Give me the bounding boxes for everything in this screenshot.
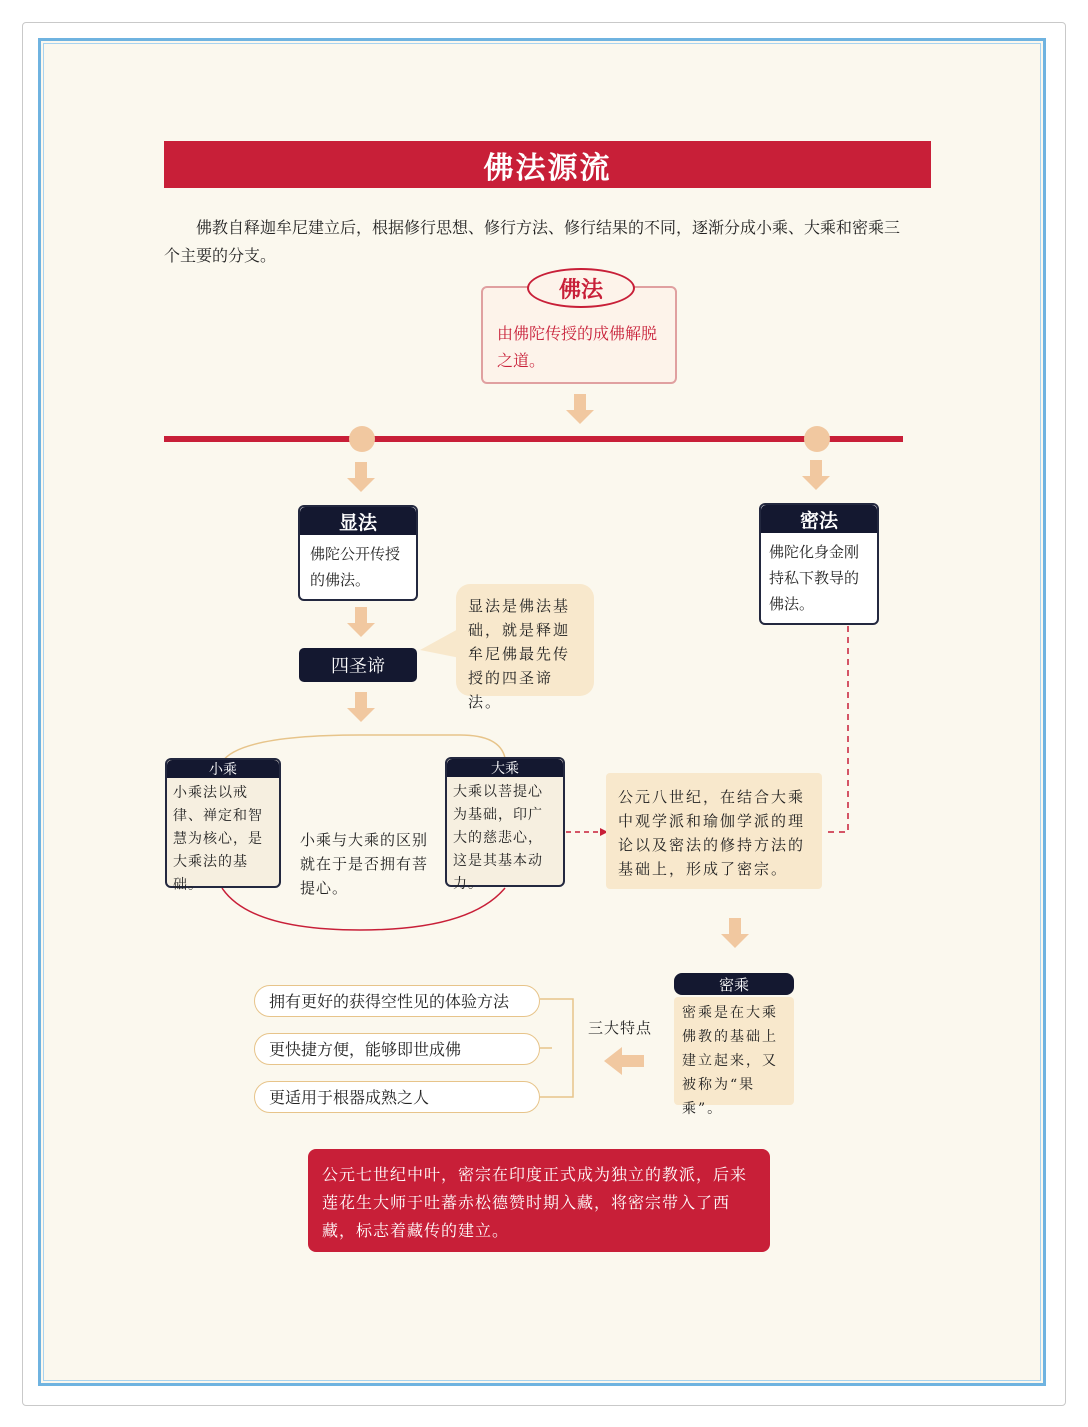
misheng-heading: 密乘	[674, 973, 794, 995]
dasheng-heading: 大乘	[447, 759, 563, 777]
mizong-origin-note: 公元八世纪，在结合大乘中观学派和瑜伽学派的理论以及密法的修持方法的基础上，形成了密宗。	[606, 773, 822, 889]
mifa-text: 佛陀化身金刚持私下教导的佛法。	[769, 543, 860, 613]
down-arrow-icon	[345, 692, 377, 724]
xianfa-note: 显法是佛法基础，就是释迦牟尼佛最先传授的四圣谛法。	[456, 584, 594, 696]
features-label: 三大特点	[588, 1019, 653, 1037]
xianfa-text: 佛陀公开传授的佛法。	[310, 545, 401, 589]
down-arrow-icon	[564, 394, 596, 426]
xiaosheng-heading: 小乘	[167, 760, 279, 778]
down-arrow-icon	[800, 460, 832, 492]
intro-text: 佛教自释迦牟尼建立后，根据修行思想、修行方法、修行结果的不同，逐渐分成小乘、大乘和密乘三个主要的分支。	[164, 218, 901, 265]
down-arrow-icon	[719, 918, 751, 950]
mifa-dashed-connector	[826, 626, 848, 832]
dasheng-card	[445, 757, 565, 892]
branch-dot-right	[804, 426, 830, 452]
feature-item-2: 更快捷方便，能够即世成佛	[254, 1033, 540, 1065]
bottom-note: 公元七世纪中叶，密宗在印度正式成为独立的教派，后来莲花生大师于吐蕃赤松德赞时期入藏，将密宗带入了西藏，标志着藏传的建立。	[308, 1149, 770, 1252]
branch-bar	[164, 436, 903, 442]
xianfa-card	[298, 505, 418, 601]
left-arrow-icon	[604, 1047, 644, 1075]
down-arrow-icon	[345, 462, 377, 494]
misheng-text: 密乘是在大乘佛教的基础上建立起来，又被称为“果乘”。	[674, 997, 794, 1105]
mifa-heading: 密法	[761, 505, 877, 533]
feature-item-3: 更适用于根器成熟之人	[254, 1081, 540, 1113]
xiaosheng-card	[165, 758, 281, 893]
xiaosheng-text: 小乘法以戒律、禅定和智慧为核心，是大乘法的基础。	[173, 785, 263, 893]
sishengdi-label: 四圣谛	[299, 648, 417, 682]
dasheng-text: 大乘以菩提心为基础，印广大的慈悲心，这是其基本动力。	[453, 784, 543, 892]
page-title: 佛法源流	[483, 150, 612, 186]
difference-note: 小乘与大乘的区别就在于是否拥有菩提心。	[300, 831, 429, 897]
feature-item-1: 拥有更好的获得空性见的体验方法	[254, 985, 540, 1017]
down-arrow-icon	[345, 607, 377, 639]
root-heading: 佛法	[527, 268, 635, 308]
mifa-card	[759, 503, 879, 625]
root-text: 由佛陀传授的成佛解脱之道。	[497, 324, 658, 370]
xianfa-heading: 显法	[300, 507, 416, 535]
branch-dot-left	[349, 426, 375, 452]
